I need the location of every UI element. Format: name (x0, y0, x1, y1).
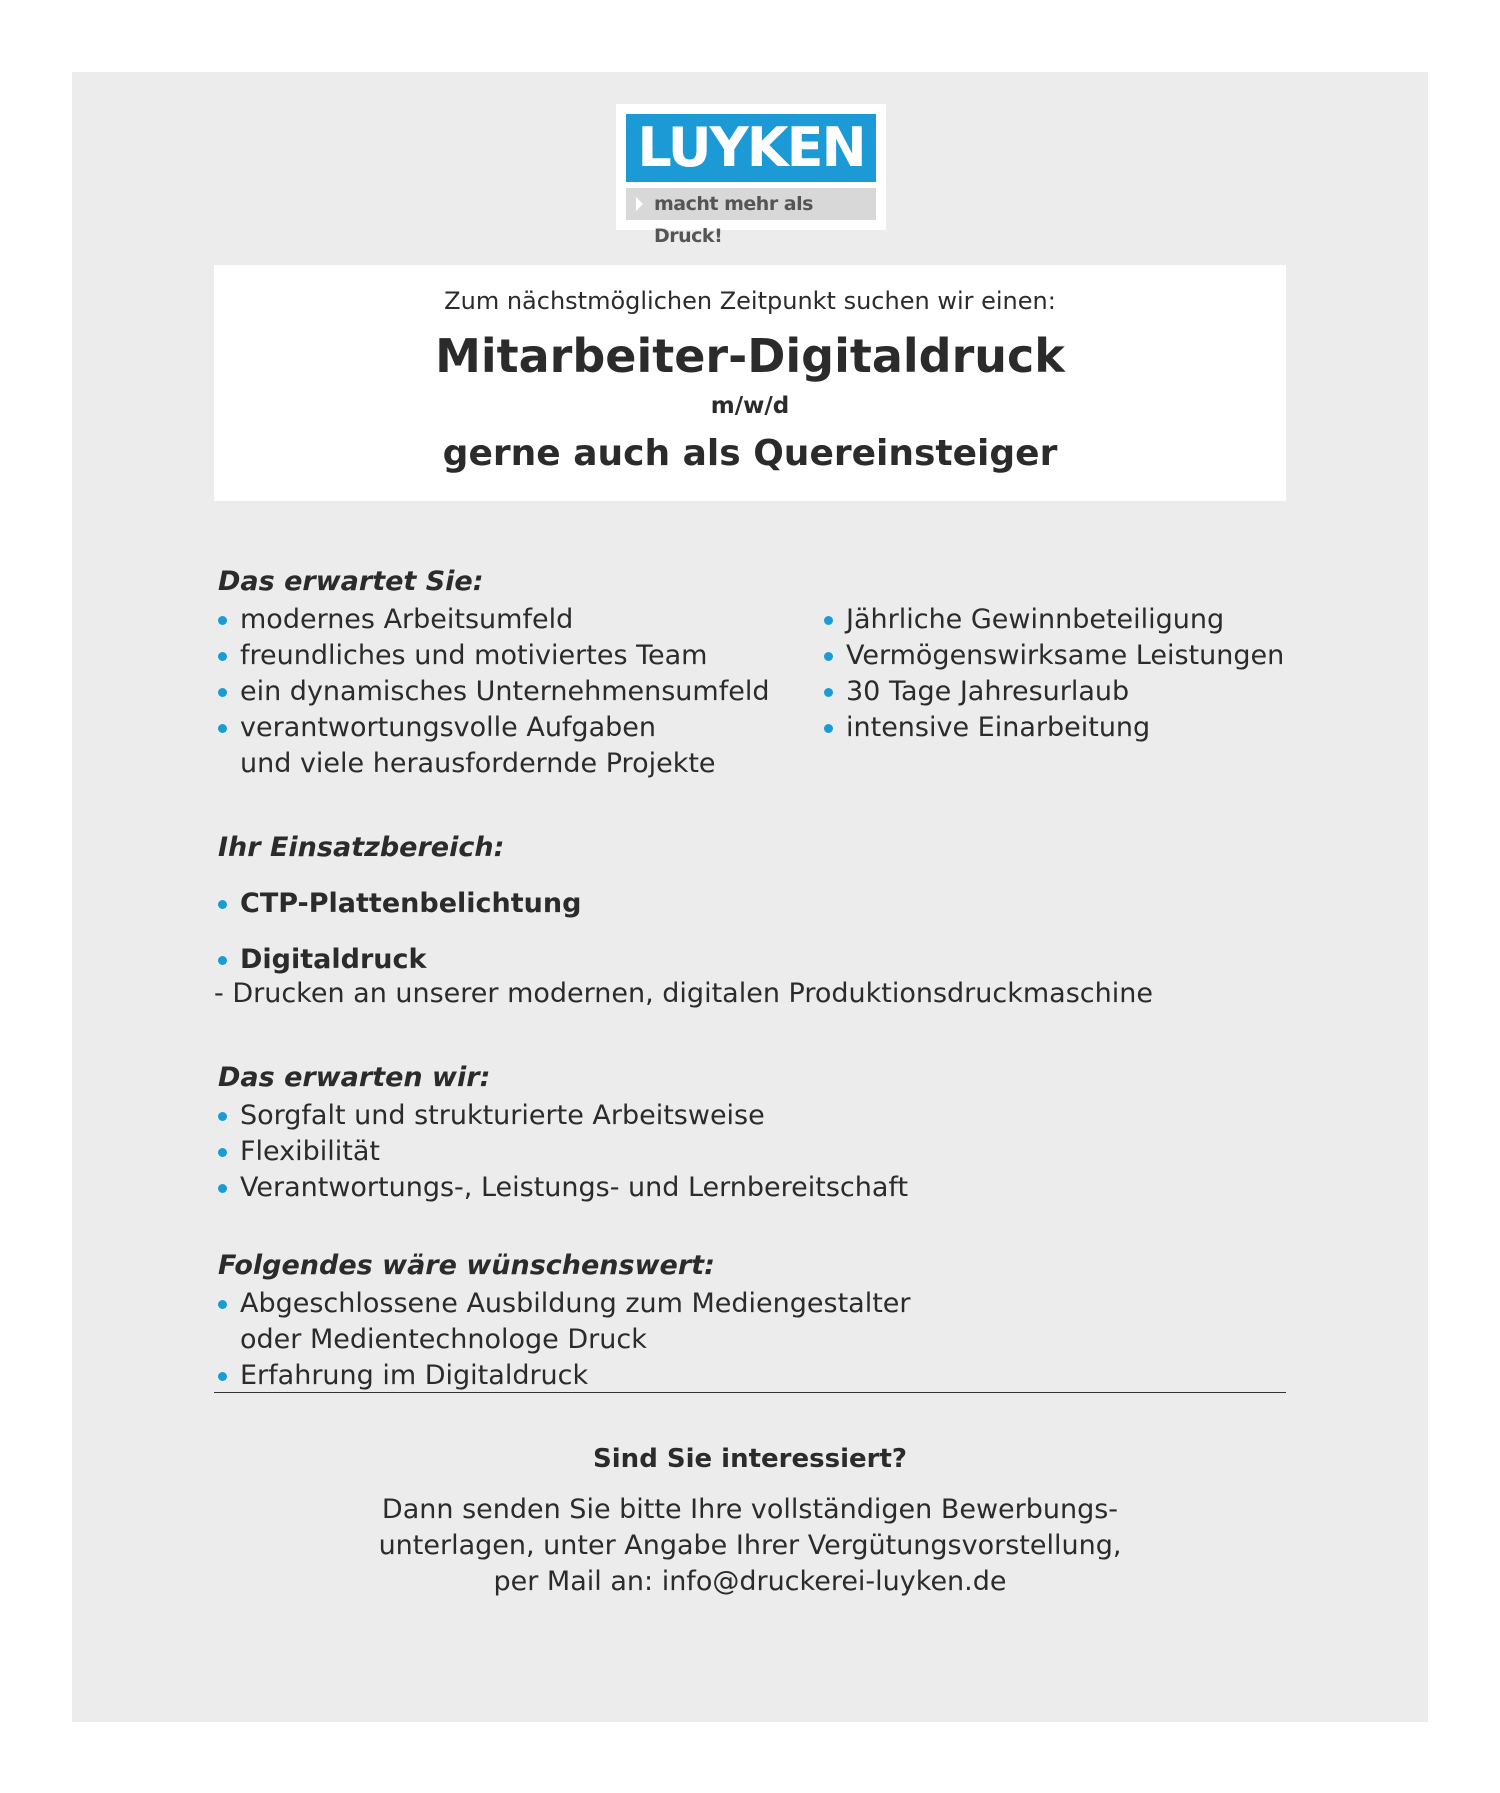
section-divider (214, 1392, 1286, 1393)
list-item: freundliches und motiviertes Team (218, 638, 769, 674)
bullet-icon (824, 688, 833, 697)
bullet-icon (218, 900, 227, 909)
scope-item-2 (218, 942, 426, 978)
scope-item-2-detail: - Drucken an unserer modernen, digitalen Produktionsdruckmaschine (214, 978, 1153, 1009)
expect-heading: Das erwarten wir: (218, 1062, 491, 1093)
list-item: CTP-Plattenbelichtung (218, 886, 581, 922)
job-subtitle: gerne auch als Quereinsteiger (442, 433, 1058, 474)
list-item-continuation: oder Medientechnologe Druck (240, 1324, 647, 1355)
scope-heading: Ihr Einsatzbereich: (218, 832, 505, 863)
bullet-icon (218, 956, 227, 965)
list-item-continuation: und viele herausfordernde Projekte (240, 748, 716, 779)
bullet-icon (218, 1300, 227, 1309)
list-item: 30 Tage Jahresurlaub (824, 674, 1284, 710)
list-item: Erfahrung im Digitaldruck (218, 1358, 911, 1394)
list-item: Digitaldruck (218, 942, 426, 978)
contact-text (72, 1492, 1428, 1600)
company-logo (616, 104, 886, 247)
bullet-icon (218, 724, 227, 733)
scope-item-1 (218, 886, 581, 922)
list-item: Abgeschlossene Ausbildung zum Mediengestalter (218, 1286, 911, 1322)
offer-list-left (218, 602, 769, 782)
gender-note: m/w/d (710, 393, 790, 419)
job-title: Mitarbeiter-Digitaldruck (435, 329, 1065, 383)
desirable-list (218, 1286, 911, 1394)
bullet-icon (218, 616, 227, 625)
list-item: intensive Einarbeitung (824, 710, 1284, 746)
contact-line: Dann senden Sie bitte Ihre vollständigen Bewerbungs- (381, 1494, 1119, 1525)
list-item: Flexibilität (218, 1134, 908, 1170)
list-item: Vermögenswirksame Leistungen (824, 638, 1284, 674)
bullet-icon (218, 688, 227, 697)
bullet-icon (218, 1112, 227, 1121)
list-item: modernes Arbeitsumfeld (218, 602, 769, 638)
desirable-heading: Folgendes wäre wünschenswert: (218, 1250, 715, 1281)
header-intro: Zum nächstmöglichen Zeitpunkt suchen wir einen: (444, 287, 1056, 315)
contact-email-line: per Mail an: info@druckerei-luyken.de (493, 1566, 1007, 1597)
offer-list-right (824, 602, 1284, 746)
contact-line: unterlagen, unter Angabe Ihrer Vergütungsvorstellung, (378, 1530, 1122, 1561)
list-item: Jährliche Gewinnbeteiligung (824, 602, 1284, 638)
expect-list (218, 1098, 908, 1206)
list-item: verantwortungsvolle Aufgaben (218, 710, 769, 746)
logo-brand: LUYKEN (626, 114, 876, 182)
offer-heading: Das erwartet Sie: (218, 566, 484, 597)
bullet-icon (824, 724, 833, 733)
bullet-icon (824, 652, 833, 661)
bullet-icon (824, 616, 833, 625)
contact-question: Sind Sie interessiert? (593, 1444, 907, 1474)
bullet-icon (218, 1148, 227, 1157)
list-item: ein dynamisches Unternehmensumfeld (218, 674, 769, 710)
arrow-right-icon (636, 197, 643, 211)
logo-slogan-bar (626, 188, 876, 247)
bullet-icon (218, 652, 227, 661)
bullet-icon (218, 1372, 227, 1381)
list-item: Sorgfalt und strukturierte Arbeitsweise (218, 1098, 908, 1134)
job-ad-panel (72, 72, 1428, 1722)
list-item: Verantwortungs-, Leistungs- und Lernbereitschaft (218, 1170, 908, 1206)
logo-slogan: macht mehr als Druck! (654, 193, 813, 247)
job-header (214, 265, 1286, 501)
bullet-icon (218, 1184, 227, 1193)
